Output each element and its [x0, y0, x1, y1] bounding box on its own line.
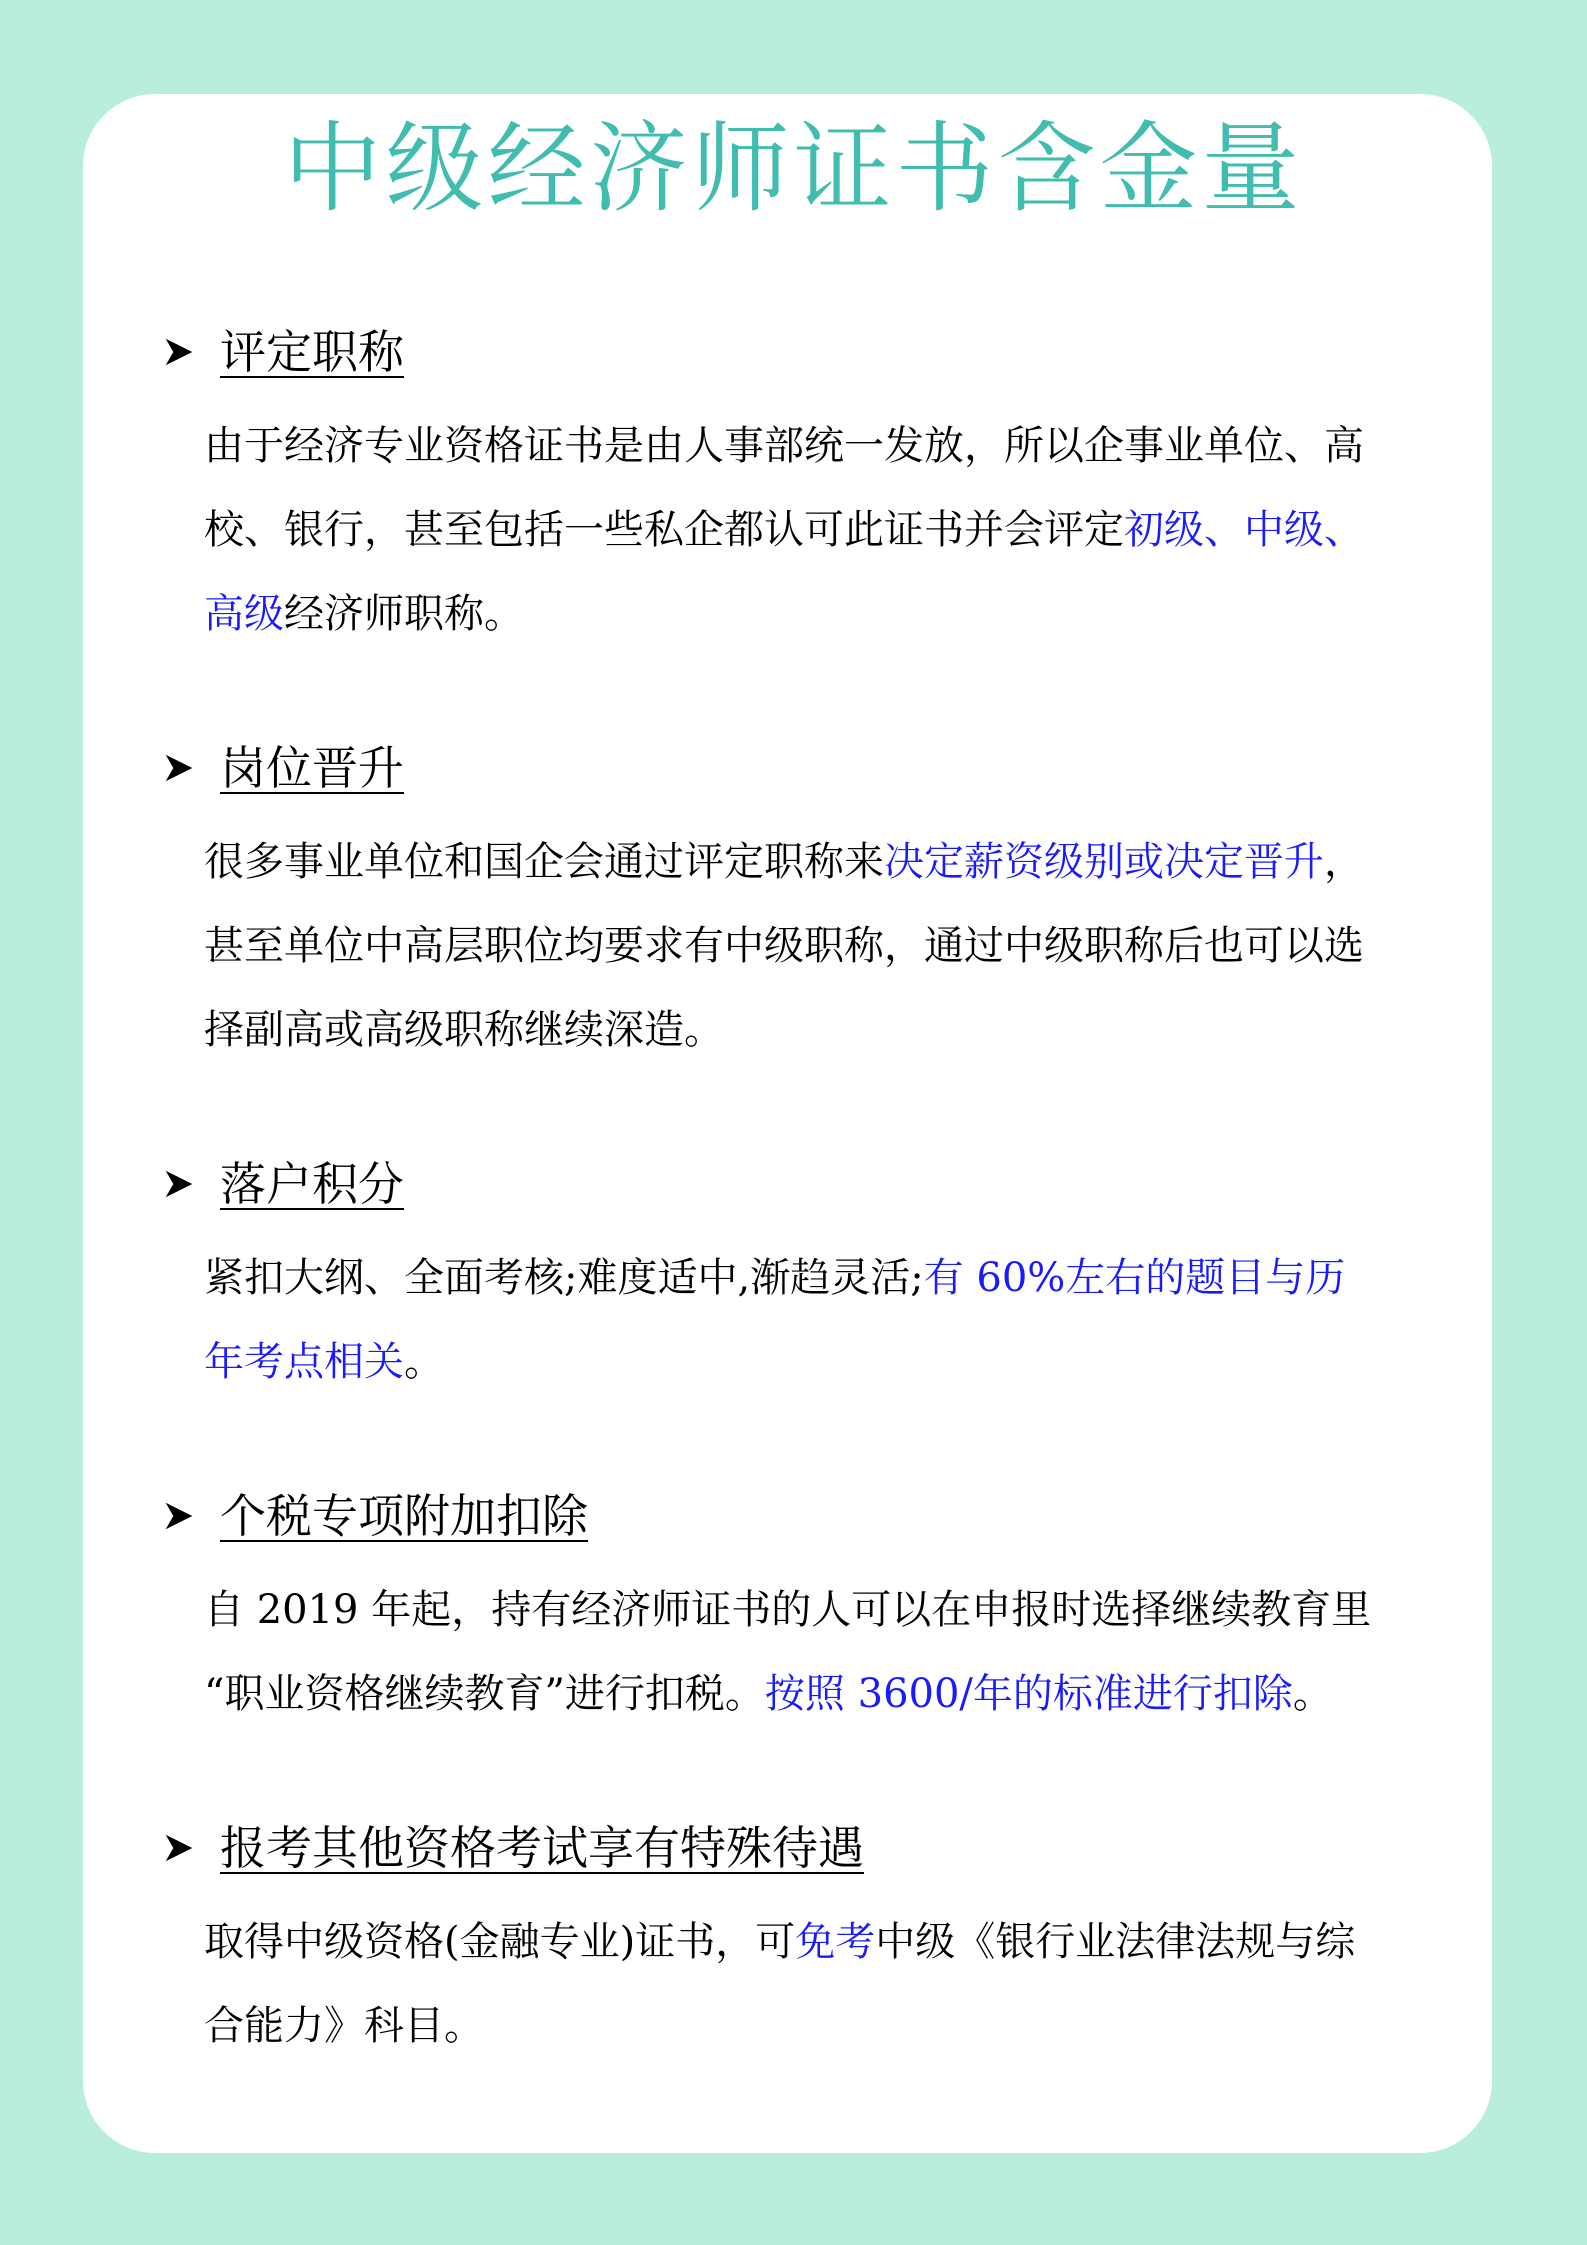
paragraph-line — [204, 1568, 1436, 1652]
paragraph-line — [204, 572, 1436, 656]
paragraph-line — [204, 404, 1436, 488]
section-exam-benefits — [160, 1816, 1440, 2068]
body-text: 合能力》科目。 — [204, 2003, 484, 2049]
section-heading — [160, 736, 1440, 800]
section-promotion — [160, 736, 1440, 1072]
section-body — [204, 1568, 1436, 1736]
section-heading-text: 落户积分 — [220, 1157, 404, 1211]
section-heading — [160, 1484, 1440, 1548]
section-heading-text: 个税专项附加扣除 — [220, 1489, 588, 1543]
arrow-bullet-icon — [160, 1829, 198, 1867]
body-text: 。 — [1292, 1671, 1333, 1717]
body-text: 甚至单位中高层职位均要求有中级职称，通过中级职称后也可以选 — [204, 923, 1364, 969]
section-heading — [160, 1816, 1440, 1880]
paragraph-line — [204, 1236, 1436, 1320]
highlighted-text: 高级 — [204, 591, 284, 637]
section-body — [204, 1236, 1436, 1404]
body-text: 紧扣大纲、全面考核;难度适中,渐趋灵活; — [204, 1255, 924, 1301]
body-text: 择副高或高级职称继续深造。 — [204, 1007, 724, 1053]
section-heading-text: 报考其他资格考试享有特殊待遇 — [220, 1821, 864, 1875]
section-hukou-points — [160, 1152, 1440, 1404]
arrow-bullet-icon — [160, 749, 198, 787]
section-body — [204, 1900, 1436, 2068]
section-body — [204, 820, 1436, 1072]
paragraph-line — [204, 1984, 1436, 2068]
paragraph-line — [204, 988, 1436, 1072]
paragraph-line — [204, 488, 1436, 572]
arrow-bullet-icon — [160, 333, 198, 371]
highlighted-text: 决定薪资级别或决定晋升 — [884, 839, 1324, 885]
paragraph-line — [204, 1320, 1436, 1404]
paragraph-line — [204, 1652, 1436, 1736]
body-text: 取得中级资格(金融专业)证书，可 — [204, 1919, 796, 1965]
highlighted-text: 年考点相关 — [204, 1339, 404, 1385]
body-text: 自 2019 年起，持有经济师证书的人可以在申报时选择继续教育里 — [204, 1587, 1372, 1633]
section-body — [204, 404, 1436, 656]
arrow-bullet-icon — [160, 1497, 198, 1535]
section-heading-text: 评定职称 — [220, 325, 404, 379]
body-text: ， — [1324, 839, 1364, 885]
page-title: 中级经济师证书含金量 — [283, 112, 1304, 226]
section-title-evaluation — [160, 320, 1440, 656]
body-text: 。 — [404, 1339, 444, 1385]
section-heading — [160, 320, 1440, 384]
section-heading — [160, 1152, 1440, 1216]
body-text: 中级《银行业法律法规与综 — [875, 1919, 1356, 1965]
body-text: 很多事业单位和国企会通过评定职称来 — [204, 839, 884, 885]
highlighted-text: 初级、中级、 — [1124, 507, 1364, 553]
body-text: 由于经济专业资格证书是由人事部统一发放，所以企事业单位、高 — [204, 423, 1364, 469]
arrow-bullet-icon — [160, 1165, 198, 1203]
paragraph-line — [204, 904, 1436, 988]
section-heading-text: 岗位晋升 — [220, 741, 404, 795]
section-tax-deduction — [160, 1484, 1440, 1736]
paragraph-line — [204, 1900, 1436, 1984]
highlighted-text: 有 60%左右的题目与历 — [923, 1255, 1346, 1301]
body-text: 校、银行，甚至包括一些私企都认可此证书并会评定 — [204, 507, 1124, 553]
paragraph-line — [204, 820, 1436, 904]
body-text: 经济师职称。 — [284, 591, 524, 637]
highlighted-text: 按照 3600/年的标准进行扣除 — [764, 1671, 1293, 1717]
highlighted-text: 免考 — [795, 1919, 876, 1965]
body-text: “职业资格继续教育”进行扣税。 — [204, 1671, 765, 1717]
